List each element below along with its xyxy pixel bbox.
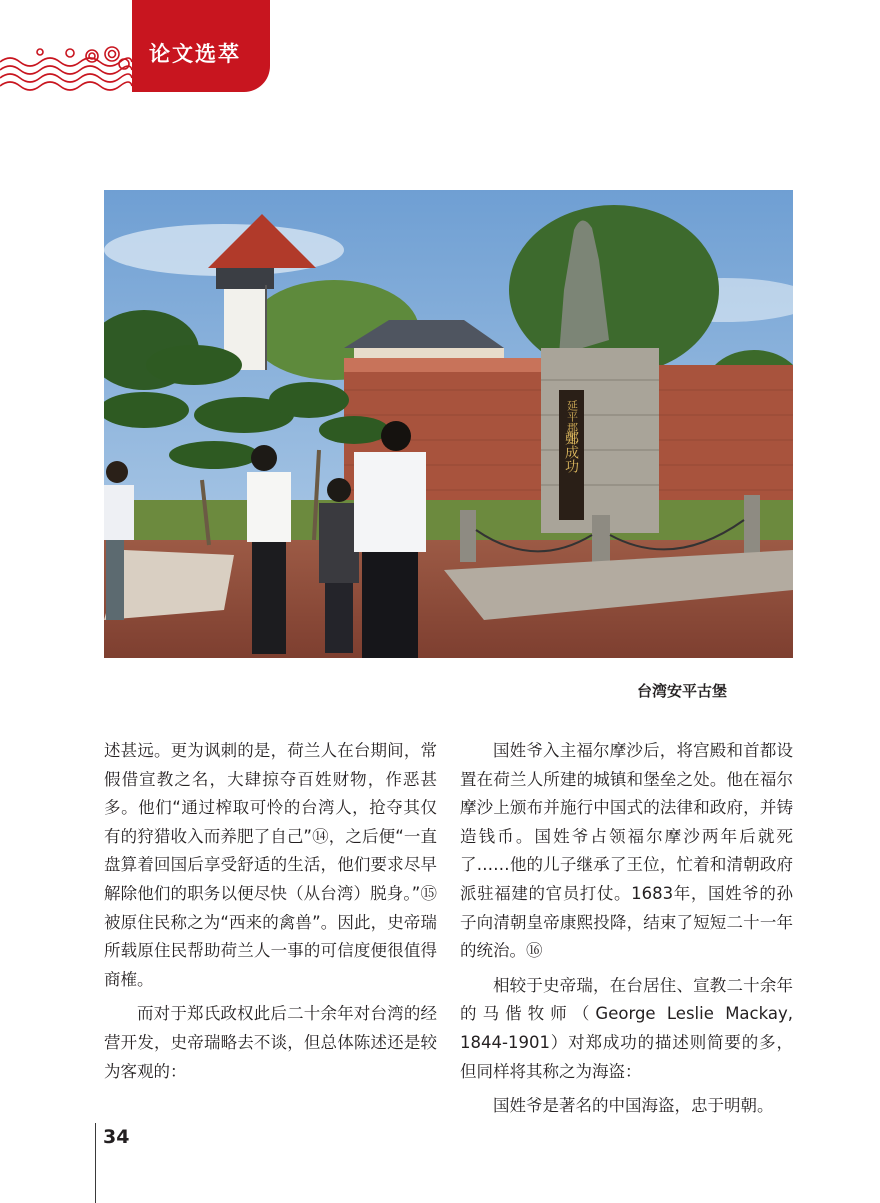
fort-photo (104, 190, 793, 658)
section-header-tab (132, 0, 270, 92)
page-number: 34 (103, 1126, 130, 1148)
body-paragraph: 国姓爷是著名的中国海盗，忠于明朝。 (493, 1096, 774, 1116)
left-column (104, 737, 437, 1092)
plaque-text: 鄭成功 (563, 431, 579, 473)
body-paragraph: 述甚远。更为讽刺的是，荷兰人在台期间，常假借宣教之名，大肆掠夺百姓财物，作恶甚多。他们“通过榨取可怜的台湾人，抢夺其仅有的狩猎收入而养肥了自己”⑭，之后便“一直盘算着回国后享受舒适的生活，他们要求尽早解除他们的职务以便尽快（从台湾）脱身。”⑮被原住民称之为“西来的禽兽”。因此，史帝瑞所载原住民帮助荷兰人一事的可信度便很值得商榷。 (104, 741, 437, 989)
body-paragraph: 国姓爷入主福尔摩沙后，将宫殿和首都设置在荷兰人所建的城镇和堡垒之处。他在福尔摩沙上颁布并施行中国式的法律和政府，并铸造钱币。国姓爷占领福尔摩沙两年后就死了……他的儿子继承了王位，忙着和清朝政府派驻福建的官员打仗。1683年，国姓爷的孙子向清朝皇帝康熙投降，结束了短短二十一年的统治。⑯ (460, 741, 793, 961)
wave-ornament-icon (0, 44, 132, 92)
plaque-small-text: 延平郡王 (565, 400, 579, 444)
body-paragraph: 相较于史帝瑞，在台居住、宣教二十余年的马偕牧师（George Leslie Mackay, 1844-1901）对郑成功的描述则简要的多，但同样将其称之为海盗： (460, 975, 793, 1081)
page-divider (95, 1123, 96, 1203)
body-paragraph: 而对于郑氏政权此后二十余年对台湾的经营开发，史帝瑞略去不谈，但总体陈述还是较为客观的： (104, 1004, 437, 1081)
photo-caption: 台湾安平古堡 (637, 682, 728, 700)
right-column (460, 737, 793, 1127)
section-title: 论文选萃 (149, 41, 241, 66)
